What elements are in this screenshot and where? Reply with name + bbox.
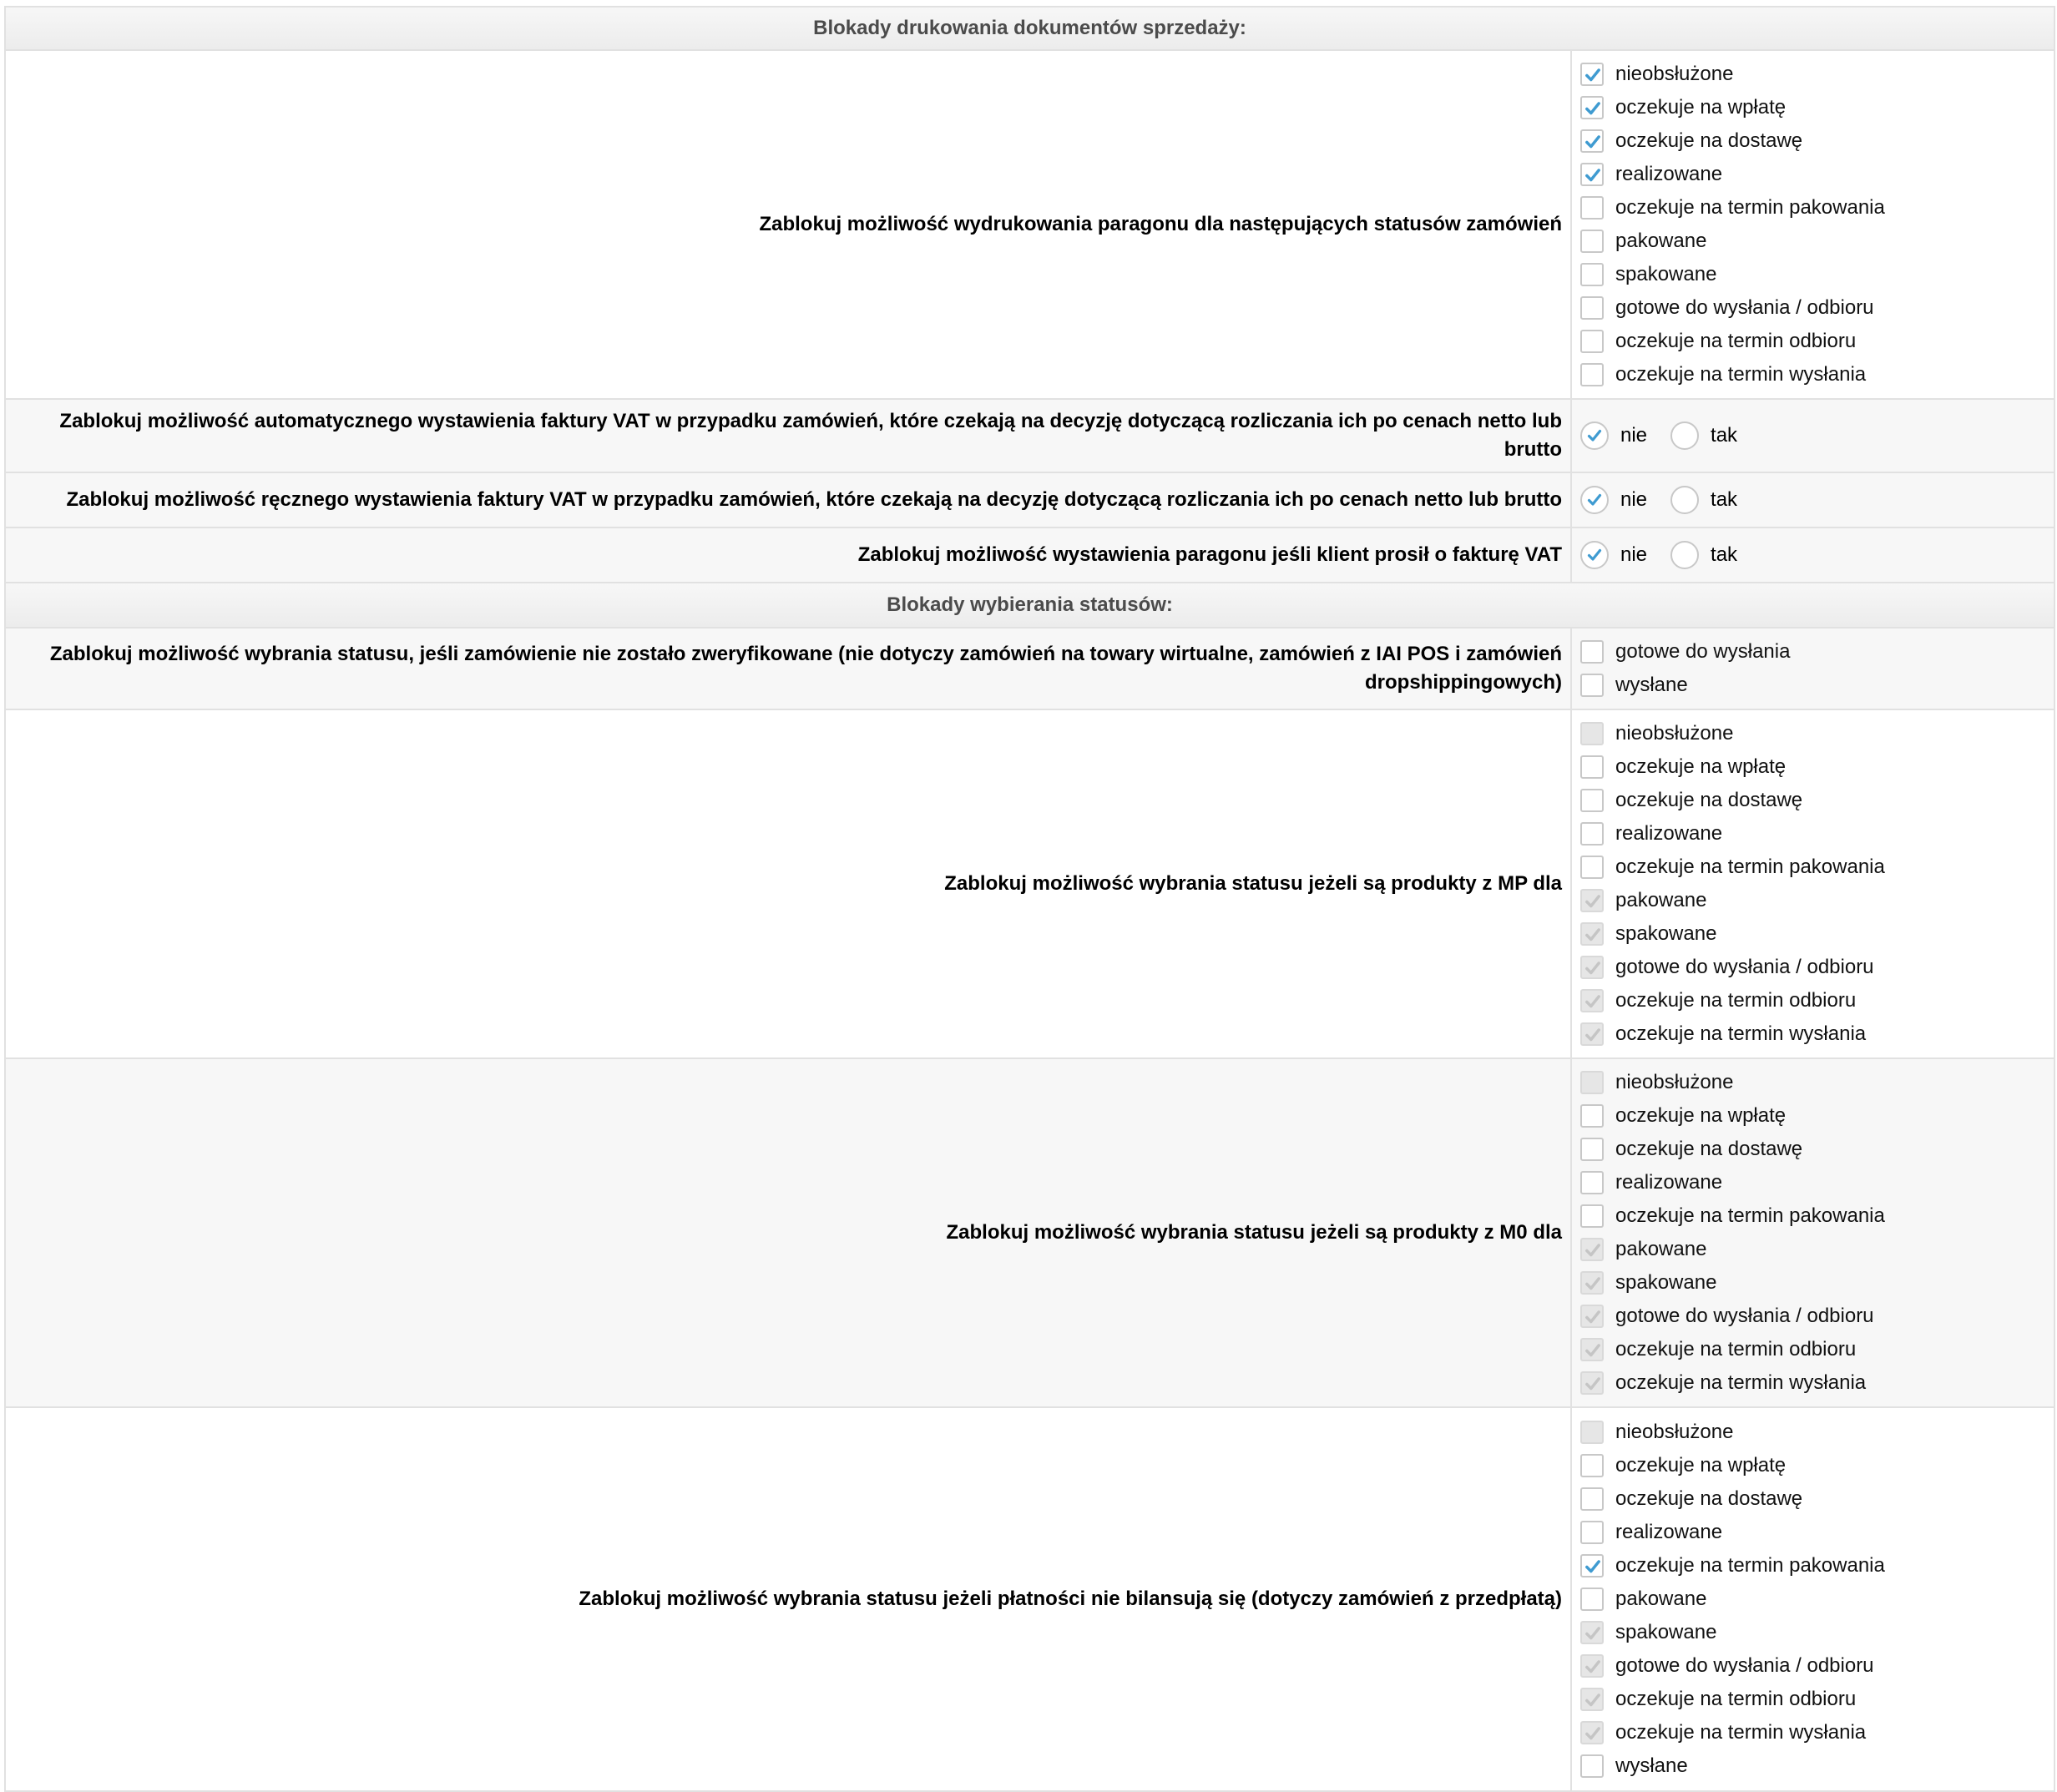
status-option[interactable] (1580, 669, 2054, 702)
setting-label: Zablokuj możliwość ręcznego wystawienia faktury VAT w przypadku zamówień, które czekają na decyzję dotyczącą rozliczania ich po cenach netto lub brutto (5, 472, 1571, 528)
checkbox[interactable] (1580, 1022, 1604, 1046)
checkbox[interactable] (1580, 1238, 1604, 1261)
status-option[interactable] (1580, 851, 2054, 884)
option-label: oczekuje na termin wysłania (1615, 1371, 1867, 1394)
option-label: spakowane (1615, 1621, 1717, 1643)
option-label: oczekuje na termin odbioru (1615, 1338, 1857, 1360)
setting-label: Zablokuj możliwość wybrania statusu jeżeli są produkty z M0 dla (5, 1058, 1571, 1407)
status-option[interactable] (1580, 1649, 2054, 1683)
status-option[interactable] (1580, 1133, 2054, 1166)
option-label: realizowane (1615, 1521, 1723, 1543)
option-label: oczekuje na termin odbioru (1615, 1688, 1857, 1710)
setting-row (5, 1058, 2054, 1407)
status-option[interactable] (1580, 124, 2054, 158)
status-option[interactable] (1580, 1166, 2054, 1199)
checkmark-icon (1584, 1624, 1602, 1643)
setting-label: Zablokuj możliwość wybrania statusu jeżeli są produkty z MP dla (5, 709, 1571, 1058)
checkbox[interactable] (1580, 296, 1604, 320)
checkbox[interactable] (1580, 640, 1604, 664)
option-label: gotowe do wysłania / odbioru (1615, 1654, 1874, 1677)
option-label: oczekuje na termin odbioru (1615, 989, 1857, 1012)
status-option[interactable] (1580, 1333, 2054, 1366)
status-option[interactable] (1580, 91, 2054, 124)
option-label: oczekuje na termin wysłania (1615, 363, 1867, 386)
option-label: pakowane (1615, 1588, 1707, 1610)
option-label: wysłane (1615, 674, 1688, 696)
checkbox[interactable] (1580, 1421, 1604, 1444)
option-label: nieobsłużone (1615, 63, 1734, 85)
radio-label: tak (1711, 543, 1738, 566)
status-option[interactable] (1580, 917, 2054, 951)
status-option[interactable] (1580, 1482, 2054, 1516)
radio-label: nie (1620, 424, 1648, 447)
checkbox[interactable] (1580, 956, 1604, 979)
status-option[interactable] (1580, 191, 2054, 225)
checkmark-icon (1584, 99, 1602, 118)
option-label: oczekuje na wpłatę (1615, 96, 1787, 119)
status-option[interactable] (1580, 1416, 2054, 1449)
checkmark-icon (1586, 427, 1603, 444)
option-label: oczekuje na termin pakowania (1615, 1204, 1885, 1227)
checkbox[interactable] (1580, 1138, 1604, 1161)
option-label: nieobsłużone (1615, 1071, 1734, 1093)
status-option[interactable] (1580, 1683, 2054, 1716)
option-label: oczekuje na dostawę (1615, 1138, 1803, 1160)
section-title: Blokady wybierania statusów: (5, 583, 2054, 628)
setting-row (5, 628, 2054, 709)
setting-row (5, 50, 2054, 399)
checkmark-icon (1584, 1241, 1602, 1259)
setting-label: Zablokuj możliwość wydrukowania paragonu dla następujących statusów zamówień (5, 50, 1571, 399)
checkbox[interactable] (1580, 1071, 1604, 1094)
checkbox[interactable] (1580, 196, 1604, 220)
option-label: realizowane (1615, 1171, 1723, 1194)
status-option[interactable] (1580, 1300, 2054, 1333)
status-option[interactable] (1580, 635, 2054, 669)
status-option[interactable] (1580, 750, 2054, 784)
option-label: nieobsłużone (1615, 722, 1734, 745)
status-option[interactable] (1580, 1549, 2054, 1583)
option-label: nieobsłużone (1615, 1421, 1734, 1443)
option-label: wysłane (1615, 1754, 1688, 1777)
radio-label: nie (1620, 543, 1648, 566)
radio-label: tak (1711, 488, 1738, 511)
status-option[interactable] (1580, 1749, 2054, 1783)
setting-row (5, 528, 2054, 583)
option-label: realizowane (1615, 163, 1723, 185)
setting-row (5, 472, 2054, 528)
checkmark-icon (1584, 166, 1602, 184)
checkbox[interactable] (1580, 1754, 1604, 1778)
radio-group (1571, 399, 2054, 472)
status-checkbox-list (1571, 1407, 2054, 1791)
checkbox[interactable] (1580, 1721, 1604, 1744)
checkbox[interactable] (1580, 1271, 1604, 1295)
option-label: oczekuje na wpłatę (1615, 1454, 1787, 1477)
checkbox[interactable] (1580, 1487, 1604, 1511)
status-option[interactable] (1580, 1449, 2054, 1482)
option-label: oczekuje na termin odbioru (1615, 330, 1857, 352)
section-header-print (5, 7, 2054, 50)
section-title: Blokady drukowania dokumentów sprzedaży: (5, 7, 2054, 50)
checkmark-icon (1584, 1341, 1602, 1360)
checkbox[interactable] (1580, 1305, 1604, 1328)
checkbox[interactable] (1580, 1204, 1604, 1228)
status-option[interactable] (1580, 325, 2054, 358)
checkbox[interactable] (1580, 96, 1604, 119)
checkmark-icon (1584, 892, 1602, 911)
checkmark-icon (1584, 992, 1602, 1011)
checkbox[interactable] (1580, 263, 1604, 286)
setting-label: Zablokuj możliwość wybrania statusu, jeśli zamówienie nie zostało zweryfikowane (nie dotyczy zamówień na towary wirtualne, zamówień z IAI POS i zamówień dropshippingowych) (5, 628, 1571, 709)
status-option[interactable] (1580, 784, 2054, 817)
checkmark-icon (1586, 547, 1603, 563)
radio-tak[interactable] (1670, 421, 1699, 450)
setting-label: Zablokuj możliwość automatycznego wystawienia faktury VAT w przypadku zamówień, które czekają na decyzję dotyczącą rozliczania ich po cenach netto lub brutto (5, 399, 1571, 472)
setting-row (5, 709, 2054, 1058)
setting-row (5, 399, 2054, 472)
option-label: oczekuje na termin pakowania (1615, 196, 1885, 219)
radio-label: nie (1620, 488, 1648, 511)
status-option[interactable] (1580, 1366, 2054, 1400)
status-option[interactable] (1580, 158, 2054, 191)
checkmark-icon (1584, 1375, 1602, 1393)
checkbox[interactable] (1580, 789, 1604, 812)
checkbox[interactable] (1580, 1688, 1604, 1711)
checkbox[interactable] (1580, 330, 1604, 353)
option-label: oczekuje na termin wysłania (1615, 1721, 1867, 1744)
checkmark-icon (1584, 1658, 1602, 1676)
status-option[interactable] (1580, 291, 2054, 325)
setting-row (5, 1407, 2054, 1791)
checkbox[interactable] (1580, 163, 1604, 186)
radio-nie[interactable] (1580, 541, 1609, 569)
checkbox[interactable] (1580, 989, 1604, 1012)
radio-nie[interactable] (1580, 486, 1609, 514)
checkmark-icon (1584, 66, 1602, 84)
checkmark-icon (1584, 1308, 1602, 1326)
checkmark-icon (1584, 133, 1602, 151)
option-label: oczekuje na wpłatę (1615, 1104, 1787, 1127)
radio-tak[interactable] (1670, 541, 1699, 569)
option-label: spakowane (1615, 1271, 1717, 1294)
status-option[interactable] (1580, 1017, 2054, 1051)
checkbox[interactable] (1580, 1338, 1604, 1361)
setting-label: Zablokuj możliwość wystawienia paragonu jeśli klient prosił o fakturę VAT (5, 528, 1571, 583)
checkmark-icon (1586, 492, 1603, 508)
checkmark-icon (1584, 926, 1602, 944)
checkbox[interactable] (1580, 1171, 1604, 1194)
checkbox[interactable] (1580, 674, 1604, 697)
radio-group (1571, 528, 2054, 583)
option-label: gotowe do wysłania / odbioru (1615, 956, 1874, 978)
status-option[interactable] (1580, 225, 2054, 258)
status-option[interactable] (1580, 1266, 2054, 1300)
section-header-status (5, 583, 2054, 628)
checkbox[interactable] (1580, 722, 1604, 745)
status-option[interactable] (1580, 358, 2054, 391)
status-option[interactable] (1580, 1233, 2054, 1266)
status-checkbox-list (1571, 709, 2054, 1058)
status-option[interactable] (1580, 884, 2054, 917)
checkbox[interactable] (1580, 889, 1604, 912)
checkbox[interactable] (1580, 129, 1604, 153)
status-option[interactable] (1580, 1516, 2054, 1549)
option-label: oczekuje na dostawę (1615, 789, 1803, 811)
option-label: oczekuje na termin pakowania (1615, 1554, 1885, 1577)
checkbox[interactable] (1580, 230, 1604, 253)
status-option[interactable] (1580, 951, 2054, 984)
radio-tak[interactable] (1670, 486, 1699, 514)
checkbox[interactable] (1580, 856, 1604, 879)
status-checkbox-list (1571, 1058, 2054, 1407)
checkbox[interactable] (1580, 1654, 1604, 1678)
radio-label: tak (1711, 424, 1738, 447)
option-label: pakowane (1615, 1238, 1707, 1260)
status-option[interactable] (1580, 58, 2054, 91)
checkbox[interactable] (1580, 363, 1604, 386)
option-label: gotowe do wysłania / odbioru (1615, 1305, 1874, 1327)
status-option[interactable] (1580, 717, 2054, 750)
checkbox[interactable] (1580, 1104, 1604, 1128)
option-label: oczekuje na wpłatę (1615, 755, 1787, 778)
option-label: spakowane (1615, 263, 1717, 285)
status-checkbox-list (1571, 50, 2054, 399)
status-option[interactable] (1580, 258, 2054, 291)
status-option[interactable] (1580, 984, 2054, 1017)
checkmark-icon (1584, 1275, 1602, 1293)
status-checkbox-list (1571, 628, 2054, 709)
status-option[interactable] (1580, 1583, 2054, 1616)
checkbox[interactable] (1580, 922, 1604, 946)
setting-label: Zablokuj możliwość wybrania statusu jeżeli płatności nie bilansują się (dotyczy zamówień z przedpłatą) (5, 1407, 1571, 1791)
checkmark-icon (1584, 1724, 1602, 1743)
checkbox[interactable] (1580, 1454, 1604, 1477)
checkbox[interactable] (1580, 1521, 1604, 1544)
radio-group (1571, 472, 2054, 528)
option-label: oczekuje na termin wysłania (1615, 1022, 1867, 1045)
option-label: oczekuje na dostawę (1615, 1487, 1803, 1510)
status-option[interactable] (1580, 1616, 2054, 1649)
option-label: oczekuje na termin pakowania (1615, 856, 1885, 878)
checkbox[interactable] (1580, 755, 1604, 779)
option-label: spakowane (1615, 922, 1717, 945)
option-label: pakowane (1615, 230, 1707, 252)
option-label: pakowane (1615, 889, 1707, 911)
checkmark-icon (1584, 1691, 1602, 1709)
status-option[interactable] (1580, 1716, 2054, 1749)
option-label: gotowe do wysłania (1615, 640, 1791, 663)
option-label: gotowe do wysłania / odbioru (1615, 296, 1874, 319)
checkbox[interactable] (1580, 1371, 1604, 1395)
option-label: oczekuje na dostawę (1615, 129, 1803, 152)
status-option[interactable] (1580, 817, 2054, 851)
status-option[interactable] (1580, 1199, 2054, 1233)
checkbox[interactable] (1580, 1621, 1604, 1644)
checkmark-icon (1584, 1557, 1602, 1576)
checkbox[interactable] (1580, 63, 1604, 86)
checkbox[interactable] (1580, 1554, 1604, 1577)
status-option[interactable] (1580, 1099, 2054, 1133)
status-option[interactable] (1580, 1066, 2054, 1099)
radio-nie[interactable] (1580, 421, 1609, 450)
option-label: realizowane (1615, 822, 1723, 845)
checkbox[interactable] (1580, 1588, 1604, 1611)
settings-table (4, 6, 2055, 1792)
checkmark-icon (1584, 1026, 1602, 1044)
checkmark-icon (1584, 959, 1602, 977)
checkbox[interactable] (1580, 822, 1604, 846)
